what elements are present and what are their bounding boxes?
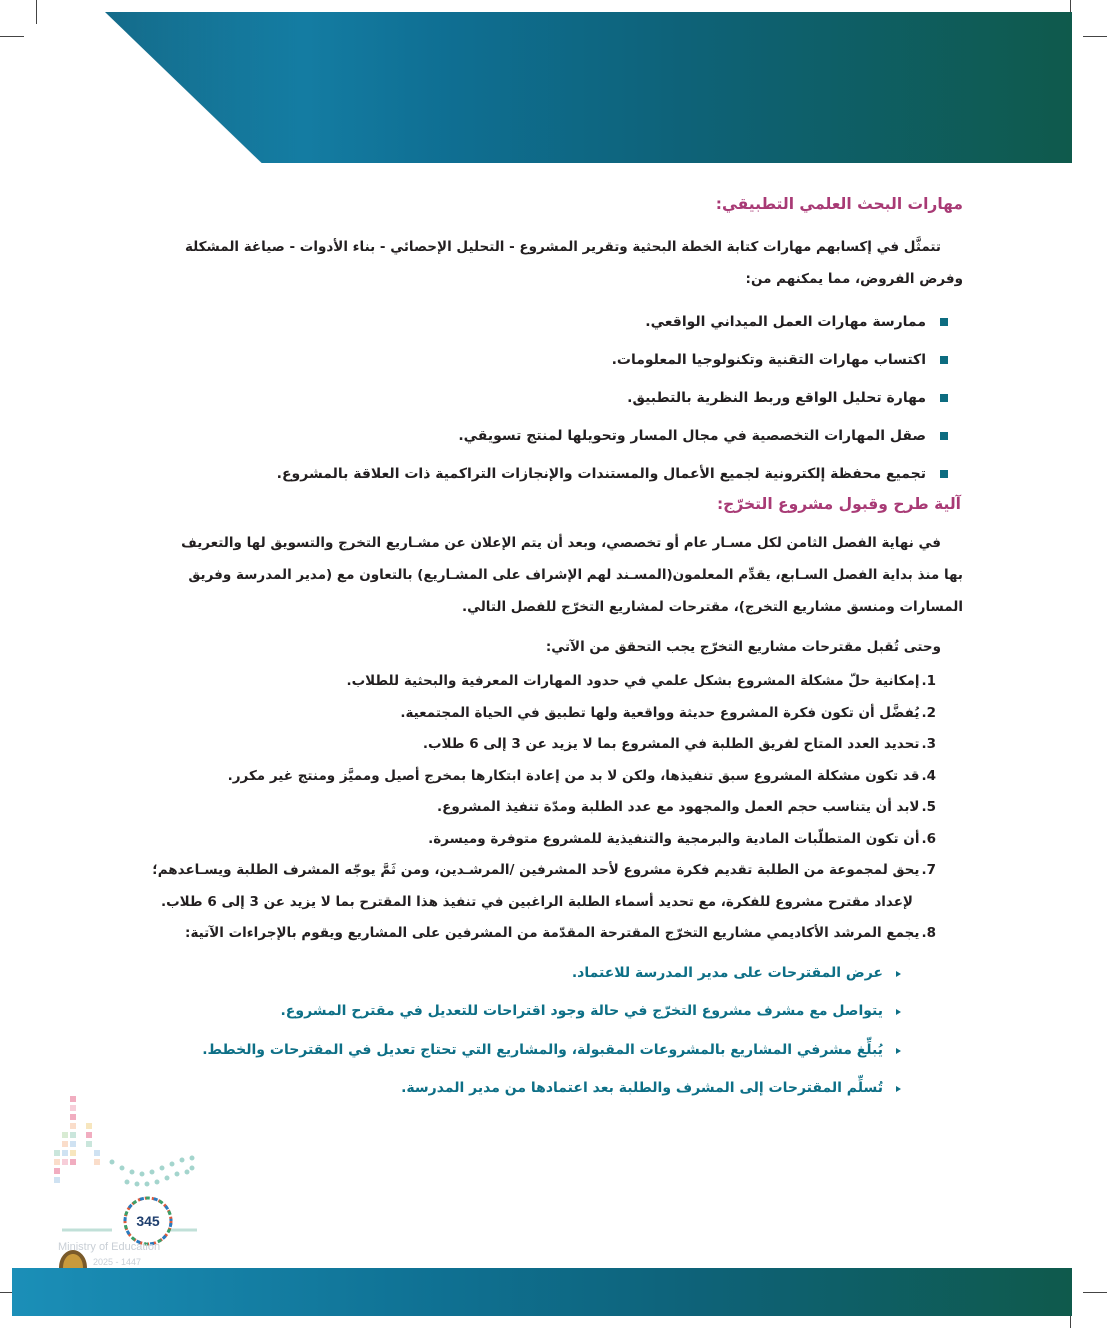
- list-item: اكتساب مهارات التقنية وتكنولوجيا المعلومات.: [135, 341, 948, 379]
- triangle-bullet-icon: [896, 1009, 901, 1015]
- ministry-text: Ministry of Education: [58, 1241, 161, 1253]
- list-item: ممارسة مهارات العمل الميداني الواقعي.: [135, 303, 948, 341]
- list-item: 4. قد تكون مشكلة المشروع سبق تنفيذها، ولكن لا بد من إعادة ابتكارها بمخرج أصيل ومميَّز ومنتج غير مكرر.: [227, 767, 936, 784]
- crop-mark: [1083, 1292, 1107, 1293]
- list-item: يُبلِّغ مشرفي المشاريع بالمشروعات المقبولة، والمشاريع التي تحتاج تعديل في المقترحات والخطط.: [135, 1031, 901, 1070]
- list-item: 5. لابد أن يتناسب حجم العمل والمجهود مع عدد الطلبة ومدّة تنفيذ المشروع.: [436, 799, 936, 815]
- list-item: 7. يحق لمجموعة من الطلبة تقديم فكرة مشروع لأحد المشرفين /المرشـدين، ومن ثَمَّ يوجّه المشرف الطلبة ويسـاعدهم؛: [152, 862, 936, 878]
- square-bullet-icon: [940, 356, 948, 364]
- page-content: [135, 195, 963, 1108]
- list-item: 6. أن تكون المتطلّبات المادية والبرمجية والتنفيذية للمشروع متوفرة وميسرة.: [428, 830, 936, 847]
- conditions-numbered-list: [135, 666, 963, 950]
- conditions-intro: وحتى تُقبل مقترحات مشاريع التخرّج يجب التحقق من الآتي:: [545, 639, 941, 655]
- footer-band: [12, 1268, 1072, 1316]
- list-item: 2. يُفضَّل أن تكون فكرة المشروع حديثة وواقعية ولها تطبيق في الحياة المجتمعية.: [400, 704, 936, 721]
- list-item: صقل المهارات التخصصية في مجال المسار وتحويلها لمنتج تسويقي.: [135, 417, 948, 455]
- crop-mark: [36, 0, 37, 24]
- section-heading-research-skills: مهارات البحث العلمي التطبيقي:: [715, 195, 963, 213]
- list-item: مهارة تحليل الواقع وربط النظرية بالتطبيق.: [135, 379, 948, 417]
- square-bullet-icon: [940, 318, 948, 326]
- header-band-shade: [105, 12, 305, 163]
- intro-line: تتمثَّل في إكسابهم مهارات كتابة الخطة البحثية وتقرير المشروع - التحليل الإحصائي - بناء الأدوات - صياغة المشكلة: [184, 239, 941, 255]
- list-item: عرض المقترحات على مدير المدرسة للاعتماد.: [135, 954, 901, 993]
- list-item: 3. تحديد العدد المتاح لفريق الطلبة في المشروع بما لا يزيد عن 3 إلى 6 طلاب.: [422, 736, 936, 752]
- skills-bullet-list: [135, 303, 963, 493]
- crop-mark: [1083, 36, 1107, 37]
- list-item: 8. يجمع المرشد الأكاديمي مشاريع التخرّج المقترحة المقدّمة من المشرفين على المشاريع ويقوم بالإجراءات الآتية:: [185, 925, 936, 941]
- square-bullet-icon: [940, 470, 948, 478]
- list-item: يتواصل مع مشرف مشروع التخرّج في حالة وجود اقتراحات للتعديل في مقترح المشروع.: [135, 992, 901, 1031]
- list-item-continuation: لإعداد مقترح مشروع للفكرة، مع تحديد أسماء الطلبة الراغبين في تنفيذ هذا المقترح بما لا يزيد عن 3 إلى 6 طلاب.: [160, 893, 913, 910]
- triangle-bullet-icon: [896, 1086, 901, 1092]
- list-item: 1. إمكانية حلّ مشكلة المشروع بشكل علمي في حدود المهارات المعرفية والبحثية للطلاب.: [346, 673, 936, 689]
- actions-list: [135, 954, 963, 1108]
- page-number: 345: [136, 1213, 160, 1229]
- paragraph-line: المسارات ومنسق مشاريع التخرج)، مقترحات لمشاريع التخرّج للفصل التالي.: [461, 599, 963, 615]
- list-item: تُسلِّم المقترحات إلى المشرف والطلبة بعد اعتمادها من مدير المدرسة.: [135, 1069, 901, 1108]
- section-heading-project-mechanism: آلية طرح وقبول مشروع التخرّج:: [716, 495, 961, 513]
- list-item: تجميع محفظة إلكترونية لجميع الأعمال والمستندات والإنجازات التراكمية ذات العلاقة بالمشروع.: [135, 455, 948, 493]
- crop-mark: [0, 36, 24, 37]
- square-bullet-icon: [940, 432, 948, 440]
- intro-line: وفرض الفروض، مما يمكنهم من:: [745, 271, 963, 287]
- paragraph-line: في نهاية الفصل الثامن لكل مسـار عام أو تخصصي، وبعد أن يتم الإعلان عن مشـاريع التخرج والتسويق لها والتعريف: [181, 535, 941, 551]
- triangle-bullet-icon: [896, 1048, 901, 1054]
- triangle-bullet-icon: [896, 971, 901, 977]
- square-bullet-icon: [940, 394, 948, 402]
- paragraph-line: بها منذ بداية الفصل السـابع، يقدِّم المعلمون(المسـند لهم الإشراف على المشـاريع) بالتعاون مع (مدير المدرسة وفريق: [188, 567, 963, 583]
- edition-year: 2025 - 1447: [93, 1257, 142, 1267]
